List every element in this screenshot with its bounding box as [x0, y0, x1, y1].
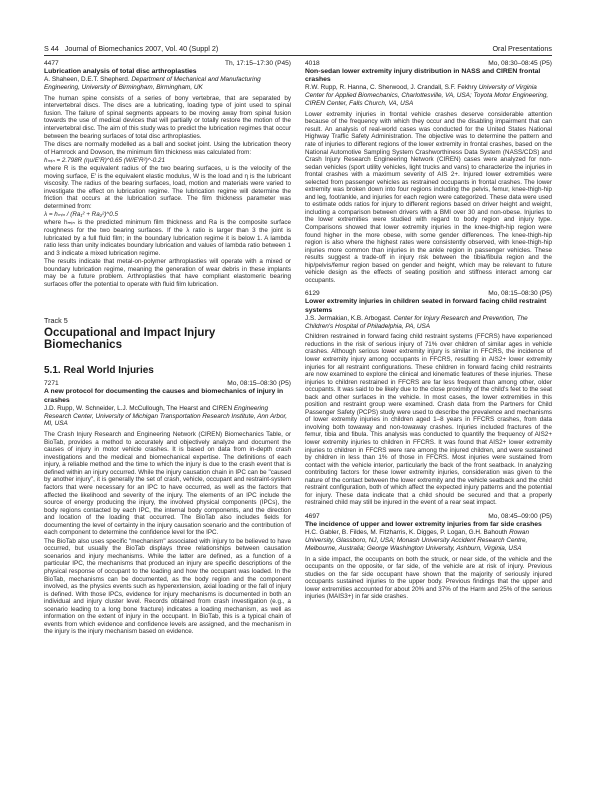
- abstract-body: [305, 333, 552, 507]
- abstract-4018: [305, 60, 552, 284]
- abstract-time: Mo, 08:45–09:00 (P5): [488, 512, 552, 520]
- paragraph: The human spine consists of a series of bony vertebrae, that are separated by intervertebral discs. The discs are a lubricating, loading type of joint used to spinal fusion. The failure of spinal segments appears to be moving away from spinal fusion towards the use of medical devices that will partially or totally restore the motion of the intervertebral disc. The aim of this study was to predict the lubrication regimes that occur between the bearing surfaces of total disc arthroplasties.: [44, 94, 291, 140]
- paragraph: The BioTab also uses specific "mechanism" associated with injury to be believed to have occurred, but usually the BioTab displays three relationships between causation scenarios and injury mechanisms. While the latter are defined, as a function of a particular IPC, the mechanisms that produced an injury are specific descriptions of the physical response of occupant to the loading and how the occupant was loaded. In the BioTab, mechanisms can be documented, as the body region and the component involved, as the physics events such as hyperextension, axial loading or the fall of injury is defined. With those IPCs, evidence for injury mechanisms is documented in both an individual and injury cluster level. Records obtained from crash investigation (e.g., a scenario leading to a long bone fracture) indicates a loading mechanism, as well as information on the extent of injury in the occupant. In BioTab, this is a typical chain of events from which evidence and confidence levels are assigned, and the mechanism in the injury is the injury mechanism based on evidence.: [44, 537, 291, 636]
- author-names: H.C. Gabler, B. Fildes, M. Fitzharris, K. Digges, P. Logan, G.H. Bahouth: [305, 529, 508, 537]
- author-affiliation: Department of Mechanical and Manufacturing Engineering, University of Birmingham, Birmingham, UK: [44, 76, 261, 91]
- abstract-body: [305, 111, 552, 285]
- paragraph: In a side impact, the occupants on both the struck, or near side, of the vehicle and the occupants on the opposite, or far side, of the vehicle are at risk of injury. Previous studies on the far side occupant have shown that the majority of seriously injured occupants sustained injuries to the upper body. Previous findings that the upper and lower extremities accounted for about 20% and 37% of the Harm and 25% of the serious injuries (MAIS3+) in far side crashes.: [305, 555, 552, 601]
- abstract-body: [44, 431, 291, 636]
- equation-film-thickness: hₘᵢₙ = 2.798R (ηu/E′R)^0.65 (W/E′R²)^-0.21: [44, 157, 165, 165]
- paragraph: The Crash Injury Research and Engineering Network (CIREN) Biomechanics Table, or BioTab, provides a method to accurately and objectively analyze and document the causes of injury in motor vehicle crashes. It is based on data from in-depth crash investigations and the medical and biomechanical expertise. The definitions of each injury, a reliable method and the time to which the injury is due to the crash event that is defined within an injury occurred. While the injury causation chain in IPC can be "caused by another injury", it is generally the set of crash, vehicle, occupant and restraint-system factors that were necessary for an IPC to have occurred, as well as the factors that affected the likelihood and severity of the injury. The elements of an IPC include the source of energy producing the injury, the involved physical components (IPCs), the body regions contacted by each IPC, the internal body components, and the direction and location of the loading that occurred. The BioTab also includes fields for documenting the level of certainty in the injury causation scenario and the contribution of each component to determine the confidence level for the IPC.: [44, 431, 291, 537]
- author-names: R.W. Rupp, R. Hanna, C. Sherwood, J. Crandall, S.F. Fekhry: [305, 84, 477, 92]
- abstract-title: A new protocol for documenting the causes and biomechanics of injury in crashes: [44, 388, 284, 404]
- abstract-title: Non-sedan lower extremity injury distribution in NASS and CIREN frontal crashes: [305, 68, 541, 84]
- abstract-id: 4697: [305, 512, 320, 520]
- abstract-authors: [305, 529, 552, 552]
- paragraph: where hₘᵢₙ is the predicted minimum film thickness and Ra is the composite surface roughness for the two bearing surfaces. If the λ ratio is larger than 3 the joint is lubricated by a full fluid film; in the boundary lubrication regime it is below 1. A lambda ratio less than unity indicates boundary lubrication and values of lambda ratio between 1 and 3 indicate a mixed lubrication regime.: [44, 219, 291, 257]
- track-title: Occupational and Impact Injury Biomechanics: [44, 327, 216, 352]
- paragraph: The results indicate that metal-on-polymer arthroplasties will operate with a mixed or boundary lubrication regime, meaning the generation of wear debris in these implants may be a future problem. Arthroplasties that have compliant elastomeric bearing surfaces offer the potential to operate with fluid film lubrication.: [44, 258, 291, 288]
- abstract-authors: [305, 315, 552, 331]
- abstract-authors: [44, 76, 291, 92]
- abstract-time: Mo, 08:30–08:45 (P5): [488, 60, 552, 67]
- author-names: J.S. Jermakian, K.B. Arbogast.: [305, 314, 392, 322]
- abstract-time: Mo, 08:15–08:30 (P5): [227, 380, 291, 388]
- abstract-4697: [305, 513, 552, 601]
- author-names: A. Shaheen, D.E.T. Shepherd.: [44, 76, 130, 84]
- session-title: 5.1. Real World Injuries: [44, 365, 154, 377]
- paragraph: The discs are normally modelled as a ball and socket joint. Using the lubrication theory of Hamrock and Dowson, the minimum film thickness was calculated from:: [44, 141, 291, 156]
- abstract-authors: [305, 84, 552, 107]
- abstract-7271: [44, 380, 291, 636]
- abstract-title: Lower extremity injuries in children seated in forward facing child restraint systems: [305, 298, 547, 314]
- abstract-body: [305, 556, 552, 601]
- author-names: J.D. Rupp, W. Schneider, L.J. McCullough, The Hearst and CIREN: [44, 404, 233, 412]
- abstract-body: [44, 95, 291, 289]
- abstract-4477: [44, 60, 291, 288]
- author-affiliation: Center for Injury Research and Prevention, The Children's Hospital of Philadelphia, PA, USA: [305, 314, 528, 330]
- section-name: Oral Presentations: [492, 44, 552, 53]
- abstract-id: 6129: [305, 290, 320, 298]
- abstract-6129: [305, 290, 552, 507]
- abstract-title: Lubrication analysis of total disc arthroplasties: [44, 68, 197, 75]
- author-affiliation: Engineering Research Center, University of Michigan Transportation Research Institute, Ann Arbor, MI, USA: [44, 404, 288, 428]
- abstract-title: The incidence of upper and lower extremity injuries from far side crashes: [305, 520, 542, 528]
- right-column: [305, 60, 552, 642]
- author-affiliation: University of Virginia Center for Applied Biomechanics, Charlottesville, VA, USA; Toyota Motor Engineering, CIREN Center, Falls Church, VA, USA: [305, 84, 549, 107]
- paragraph: where R is the equivalent radius of the two bearing surfaces, u is the velocity of the moving surface, E′ is the equivalent elastic modulus, W is the load and η is the lubricant viscosity. The radius of the bearing surfaces, load, motion and materials were varied to investigate the effect on lubrication regime. The lubrication regime will determine the friction that occurs at the lubrication surface. The film thickness parameter was determined from:: [44, 165, 291, 210]
- author-affiliation: Rowan University, Glassboro, NJ, USA; Monash University Accident Research Centre, Melbourne, Australia; George Washington University, Ashburn, Virginia, USA: [305, 529, 530, 552]
- abstract-id: 7271: [44, 380, 59, 388]
- abstract-id: 4477: [44, 60, 59, 67]
- abstract-time: Mo, 08:15–08:30 (P5): [488, 290, 552, 298]
- left-column: [44, 60, 291, 642]
- track-label: Track 5: [44, 316, 68, 326]
- paragraph: Lower extremity injuries in frontal vehicle crashes deserve considerable attention because of the frequency with which they occur and the disabling impairment that can result. An analysis of real-world cases was conducted for the United States National Highway Traffic Safety Administration. The objective was to determine the pattern and rate of injuries to different regions of the lower extremity in frontal crashes, based on the National Automotive Sampling System Crashworthiness Data System (NASS/CDS) and Crash Injury Research Engineering Network (CIREN) cases were analyzed for non-sedan vehicles (sport utility vehicles, light trucks and vans) to characterize the injuries in frontal crashes with a maximum severity of AIS 2+. Injured lower extremities were selected from passenger vehicles as restrained occupants in frontal crashes. The lower extremity was broken down into four regions including the pelvis, femur, knee-thigh-hip and leg, foot/ankle, and injuries for each region were categorized. These data were used to estimate odds ratios for injury to different regions based on driver height and weight, including a comparison between drivers with a BMI over 30 and non-obese. Injuries to the lower extremities were studied with regard to body region and injury type. Comparisons showed that lower extremity injuries in the knee-thigh-hip region were found higher in the more obese, with some gender differences. The knee-thigh-hip region is also where the highest rates were consistently observed, with knee-thigh-hip injuries more common than injuries in the ankle region in passenger vehicles. These results suggest a trade-off in injury risk between the tibia/fibula region and the hip/pelvis/femur region based on gender and height, which may be relevant to future vehicle design as the effects of seating position and stiffness interact among car occupants.: [305, 110, 552, 284]
- journal-citation: Journal of Biomechanics 2007, Vol. 40 (Suppl 2): [64, 44, 219, 53]
- equation-lambda: λ = hₘᵢₙ / (Ra₁² + Ra₂²)^0.5: [44, 211, 119, 219]
- abstract-authors: [44, 405, 291, 428]
- running-header: [44, 44, 552, 56]
- paragraph: Children restrained in forward facing child restraint systems (FFCRS) have experienced reductions in the risk of serious injury of 71% over children of similar ages in vehicle crashes. Although serious lower extremity injury is similar in FFCRS, the incidence of lower extremity injury among occupants in FFCRS, resulting in AIS2+ lower extremity injuries for all restraint configurations. These children in forward facing child restraints are now examined to explore the clinical and kinematic features of these injuries. These injuries to children restrained in FFCRS are far less frequent than among other, older occupants. It was said to be likely due to the close proximity of the child's feet to the seat back and other surfaces in the vehicle. In most cases, the lower extremities in this position and restraint group were examined. Crash data from the Partners for Child Passenger Safety (PCPS) study were used to describe the prevalence and mechanisms of lower extremity injuries in children aged 1–8 years in FFCRS crashes, from data involving both towaway and non-towaway crashes. Injuries included fractures of the femur, tibia and fibula. This analysis was conducted to quantify the frequency of AIS2+ lower extremity injuries to children in FFCRS. It was found that AIS2+ lower extremity injuries to children in FFCRS were rare among the injured children, and were sustained by children in less than 1% of those in FFCRS. Most injuries were sustained from contact with the vehicle interior, particularly the back of the front seatback. In analyzing contributing factors for these lower extremity injuries, consideration was given to the nature of the contact between the lower extremity and the vehicle seatback and the child restraint configuration, both of which affect the expected injury patterns and the potential for injury. These data indicate that a child should be secured and that a properly restrained child may still be injured in the event of a rear seat impact.: [305, 333, 552, 507]
- abstract-time: Th, 17:15–17:30 (P45): [225, 60, 291, 67]
- page-number: S 44: [44, 44, 59, 53]
- abstract-id: 4018: [305, 60, 320, 67]
